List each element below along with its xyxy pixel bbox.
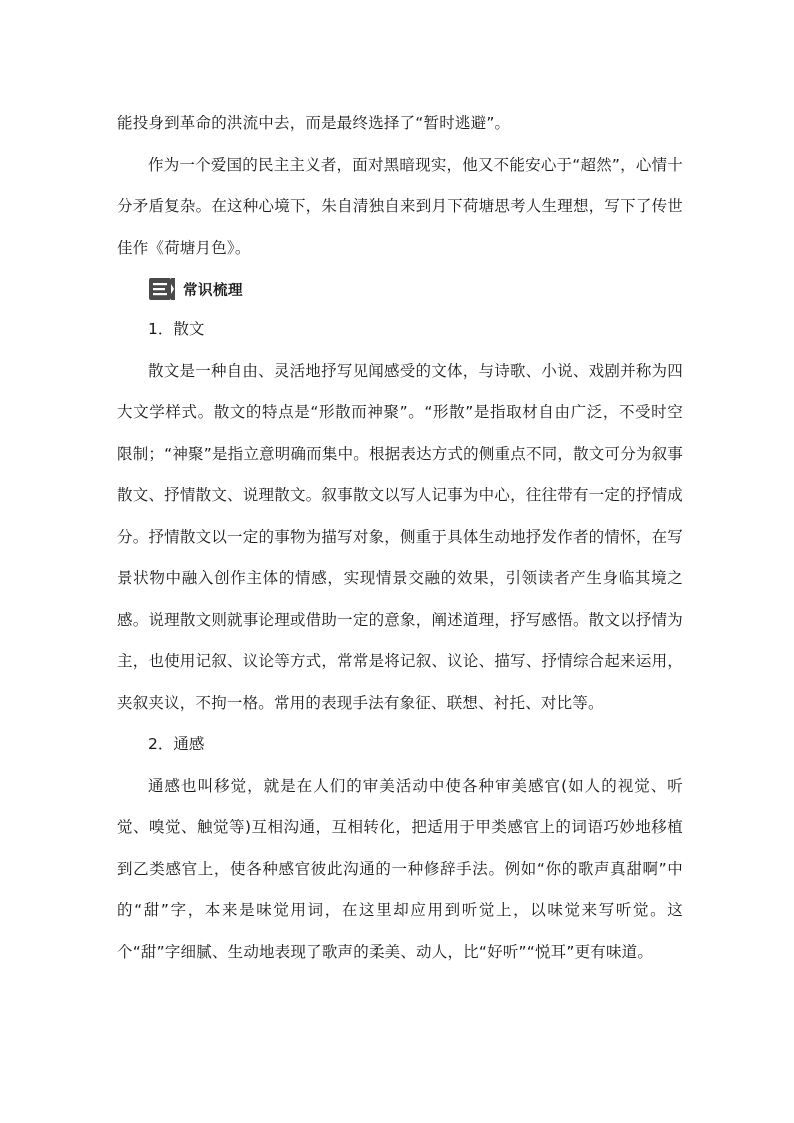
document-page — [117, 103, 683, 973]
paragraph-prose: 散文是一种自由、灵活地抒写见闻感受的文体，与诗歌、小说、戏剧并称为四大文学样式。散文的特点是“形散而神聚”。“形散”是指取材自由广泛，不受时空限制；“神聚”是指立意明确而集中。根据表达方式的侧重点不同，散文可分为叙事散文、抒情散文、说理散文。叙事散文以写人记事为中心，往往带有一定的抒情成分。抒情散文以一定的事物为描写对象，侧重于具体生动地抒发作者的情怀，在写景状物中融入创作主体的情感，实现情景交融的效果，引领读者产生身临其境之感。说理散文则就事论理或借助一定的意象，阐述道理，抒写感悟。散文以抒情为主，也使用记叙、议论等方式，常常是将记叙、议论、描写、抒情综合起来运用，夹叙夹议，不拘一格。常用的表现手法有象征、联想、衬托、对比等。 — [117, 361, 683, 712]
heading-prose: 1．散文 — [148, 320, 205, 338]
heading-synesthesia: 2．通感 — [148, 735, 205, 753]
paragraph-intro-continued: 能投身到革命的洪流中去，而是最终选择了“暂时逃避”。 — [117, 114, 511, 132]
paragraph-synesthesia: 通感也叫移觉，就是在人们的审美活动中使各种审美感官(如人的视觉、听觉、嗅觉、触觉等)互相沟通，互相转化，把适用于甲类感官上的词语巧妙地移植到乙类感官上，使各种感官彼此沟通的一种修辞手法。例如“你的歌声真甜啊”中的“甜”字，本来是味觉用词，在这里却应用到听觉上，以味觉来写听觉。这个“甜”字细腻、生动地表现了歌声的柔美、动人，比“好听”“悦耳”更有味道。 — [117, 776, 683, 961]
list-icon — [149, 278, 175, 300]
section-title: 常识梳理 — [183, 282, 243, 299]
paragraph-zhu-ziqing: 作为一个爱国的民主主义者，面对黑暗现实，他又不能安心于“超然”，心情十分矛盾复杂。在这种心境下，朱自清独自来到月下荷塘思考人生理想，写下了传世佳作《荷塘月色》。 — [117, 155, 683, 257]
section-header — [149, 269, 683, 309]
